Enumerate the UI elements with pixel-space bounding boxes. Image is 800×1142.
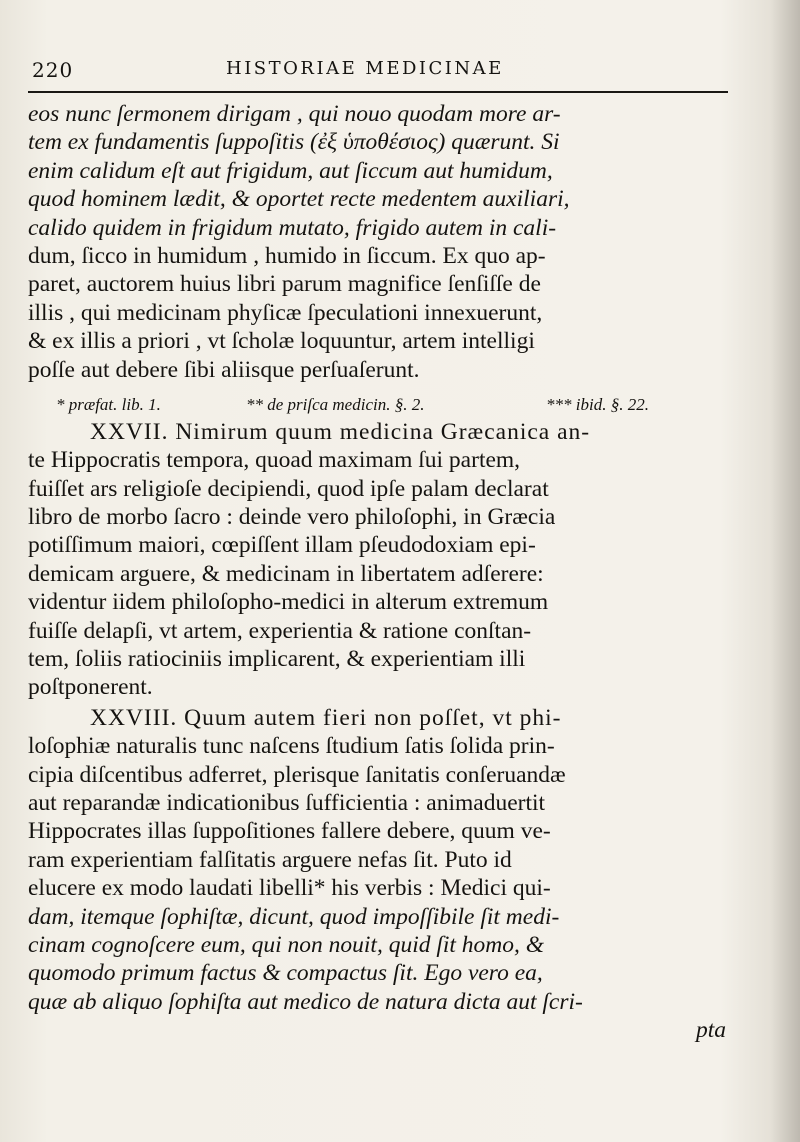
text-line: paret, auctorem huius libri parum magnifice ſenſiſſe de <box>28 271 541 298</box>
page-edge-shadow <box>770 0 800 1142</box>
footnote: * præfat. lib. 1. <box>56 394 161 414</box>
footnote: *** ibid. §. 22. <box>546 394 649 414</box>
header-rule <box>28 91 728 93</box>
body-text <box>28 100 740 1045</box>
catchword: pta <box>695 1017 726 1044</box>
text-line: dam, itemque ſophiſtæ, dicunt, quod impoſſibile ſit medi- <box>28 903 560 930</box>
text-line: tem, ſoliis ratiociniis implicarent, & experientiam illi <box>28 646 526 673</box>
section-27-first-line: XXVII. Nimirum quum medicina Græcanica an- <box>90 418 591 445</box>
text-line: fuiſſe delapſi, vt artem, experientia & ratione conſtan- <box>28 617 532 644</box>
text-line: dum, ſicco in humidum , humido in ſiccum. Ex quo ap- <box>28 242 546 269</box>
text-line: & ex illis a priori , vt ſcholæ loquuntur, artem intelligi <box>28 328 535 355</box>
text-line: ram experientiam falſitatis arguere nefas ſit. Puto id <box>28 846 512 873</box>
text-line: aut reparandæ indicationibus ſufficientia : animaduertit <box>28 789 546 816</box>
footnotes <box>28 384 740 418</box>
text-line: tem ex fundamentis ſuppoſitis (ἐξ ὑποθέσιος) quærunt. Si <box>28 129 560 156</box>
section-28-first-line: XXVIII. Quum autem fieri non poſſet, vt phi- <box>90 704 562 731</box>
page-header <box>28 52 728 86</box>
page-number: 220 <box>32 58 74 82</box>
text-line: calido quidem in frigidum mutato, frigido autem in cali- <box>28 214 557 241</box>
text-line: quod hominem lædit, & oportet recte medentem auxiliari, <box>28 186 570 213</box>
text-line: te Hippocratis tempora, quoad maximam ſui partem, <box>28 447 521 474</box>
text-line: fuiſſet ars religioſe decipiendi, quod ipſe palam declarat <box>28 475 549 502</box>
text-line: Hippocrates illas ſuppoſitiones fallere debere, quum ve- <box>28 818 551 845</box>
text-line: videntur iidem philoſopho-medici in alterum extremum <box>28 589 549 616</box>
text-line: potiſſimum maiori, cœpiſſent illam pſeudodoxiam epi- <box>28 532 536 559</box>
text-line: cinam cognoſcere eum, qui non nouit, quid ſit homo, & <box>28 931 545 958</box>
text-line: quæ ab aliquo ſophiſta aut medico de natura dicta aut ſcri- <box>28 988 583 1015</box>
text-line: demicam arguere, & medicinam in libertatem adſerere: <box>28 560 544 587</box>
text-line: poſſe aut debere ſibi aliisque perſuaſerunt. <box>28 356 420 383</box>
text-line: libro de morbo ſacro : deinde vero philoſophi, in Græcia <box>28 504 556 531</box>
running-head: HISTORIAE MEDICINAE <box>226 58 504 79</box>
text-line: loſophiæ naturalis tunc naſcens ſtudium ſatis ſolida prin- <box>28 733 555 760</box>
text-line: eos nunc ſermonem dirigam , qui nouo quodam more ar- <box>28 101 561 127</box>
text-line: illis , qui medicinam phyſicæ ſpeculationi innexuerunt, <box>28 299 543 326</box>
text-line: quomodo primum factus & compactus ſit. Ego vero ea, <box>28 960 543 987</box>
text-line: elucere ex modo laudati libelli* his verbis : Medici qui- <box>28 875 551 902</box>
footnote: ** de priſca medicin. §. 2. <box>246 394 425 414</box>
text-line: cipia diſcentibus adferret, plerisque ſanitatis conſeruandæ <box>28 761 566 788</box>
text-line: enim calidum eſt aut frigidum, aut ſiccum aut humidum, <box>28 157 553 184</box>
text-line: poſtponerent. <box>28 674 153 701</box>
